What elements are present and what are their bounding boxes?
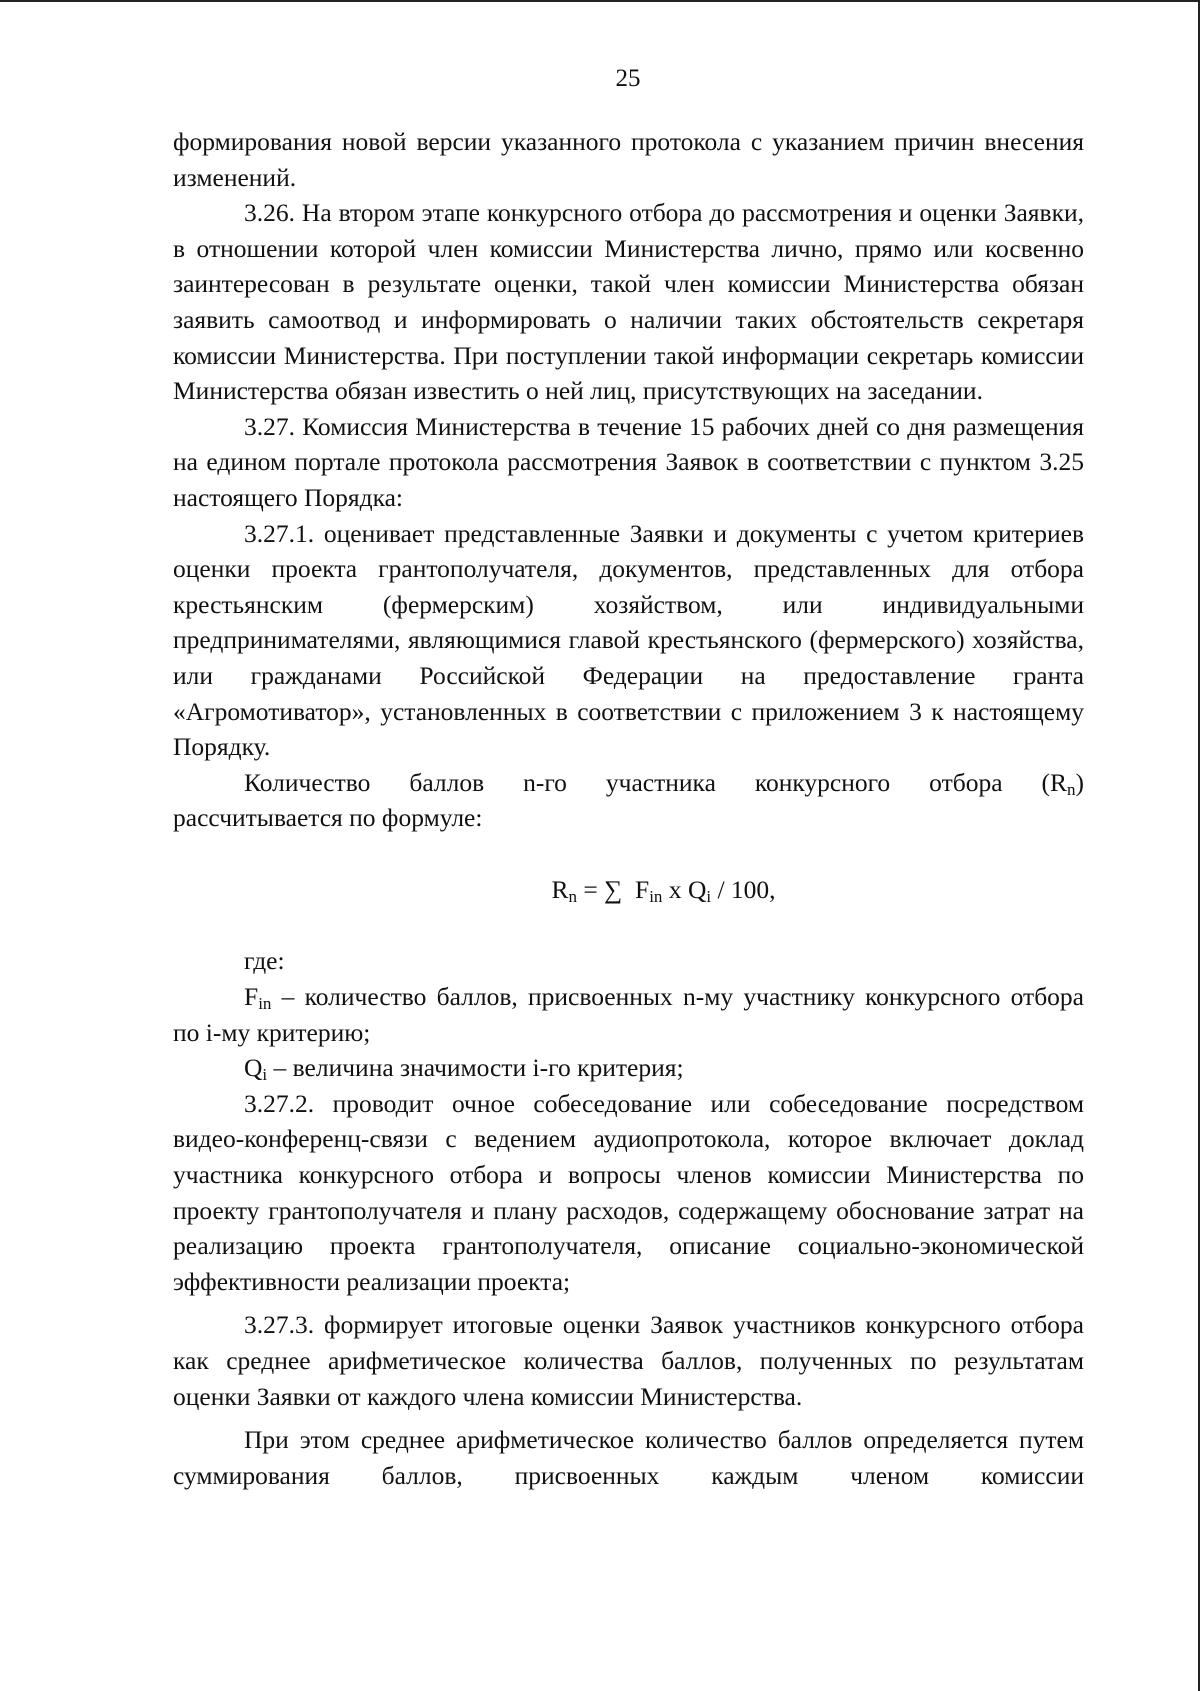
paragraph-average-score: При этом среднее арифметическое количество баллов определяется путем суммирования баллов, присвоенных каждым членом комиссии <box>173 1425 1084 1490</box>
paragraph-q-definition <box>173 1050 1084 1086</box>
formula-times: x Q <box>662 874 707 904</box>
paragraph-3-27-1: 3.27.1. оценивает представленные Заявки и документы с учетом критериев оценки проекта грантополучателя, документов, представленных для отбора крестьянским (фермерским) хозяйством, или индивидуальными предпринимателями, являющимися главой крестьянского (фермерского) хозяйства, или гражданами Российской Федерации на предоставление гранта «Агромотиватор», установленных в соответствии с приложением 3 к настоящему Порядку. <box>173 518 1084 762</box>
formula-q-sub: i <box>706 886 712 906</box>
f-symbol-sub: in <box>258 994 272 1014</box>
formula-r: R <box>551 874 569 904</box>
paragraph-3-27-3: 3.27.3. формирует итоговые оценки Заявок участников конкурсного отбора как среднее арифметическое количества баллов, полученных по результатам оценки Заявки от каждого члена комиссии Министерства. <box>173 1310 1084 1411</box>
paragraph-3-27-2: 3.27.2. проводит очное собеседование или собеседование посредством видео-конференц-связи с ведением аудиопротокола, которое включает доклад участника конкурсного отбора и вопросы членов комиссии Министерства по проекту грантополучателя и плану расходов, содержащему обоснование затрат на реализацию проекта грантополучателя, описание социально-экономической эффективности реализации проекта; <box>173 1088 1084 1296</box>
formula-f-sub: in <box>649 886 663 906</box>
paragraph-formula-intro: рассчитывается по формуле: <box>173 803 483 833</box>
formula-end: / 100, <box>711 874 776 904</box>
q-symbol-sub: i <box>262 1065 268 1085</box>
paragraph-continuation: формирования новой версии указанного протокола с указанием причин внесения изменений. <box>173 127 1084 192</box>
paragraph-3-27: 3.27. Комиссия Министерства в течение 15 рабочих дней со дня размещения на едином портале протокола рассмотрения Заявок в соответствии с пунктом 3.25 настоящего Порядка: <box>173 411 1084 512</box>
paragraph-3-26: 3.26. На втором этапе конкурсного отбора до рассмотрения и оценки Заявки, в отношении которой член комиссии Министерства лично, прямо или косвенно заинтересован в результате оценки, такой член комиссии Министерства обязан заявить самоотвод и информировать о наличии таких обстоятельств секретаря комиссии Министерства. При поступлении такой информации секретарь комиссии Министерства обязан известить о ней лиц, присутствующих на заседании. <box>173 198 1084 406</box>
paragraph-score-count <box>173 765 1084 801</box>
paragraph-f-definition <box>173 979 1084 1050</box>
formula <box>173 872 1084 908</box>
scan-top-edge <box>0 0 1200 2</box>
page-number: 25 <box>615 65 641 92</box>
q-definition-text: – величина значимости i-го критерия; <box>267 1053 684 1083</box>
paragraph-where: где: <box>244 946 285 976</box>
score-count-text: Количество баллов n-го участника конкурсного отбора (R <box>244 767 1067 797</box>
score-count-sub: n <box>1067 779 1076 799</box>
f-definition-text: – количество баллов, присвоенных n-му участнику конкурсного отбора по i-му критерию; <box>173 982 1084 1047</box>
formula-r-sub: n <box>568 886 577 906</box>
body-text <box>173 124 1084 1493</box>
f-symbol: F <box>244 982 259 1012</box>
score-count-end: ) <box>1075 767 1084 797</box>
q-symbol: Q <box>244 1053 263 1083</box>
formula-sum: = ∑ F <box>576 874 650 904</box>
